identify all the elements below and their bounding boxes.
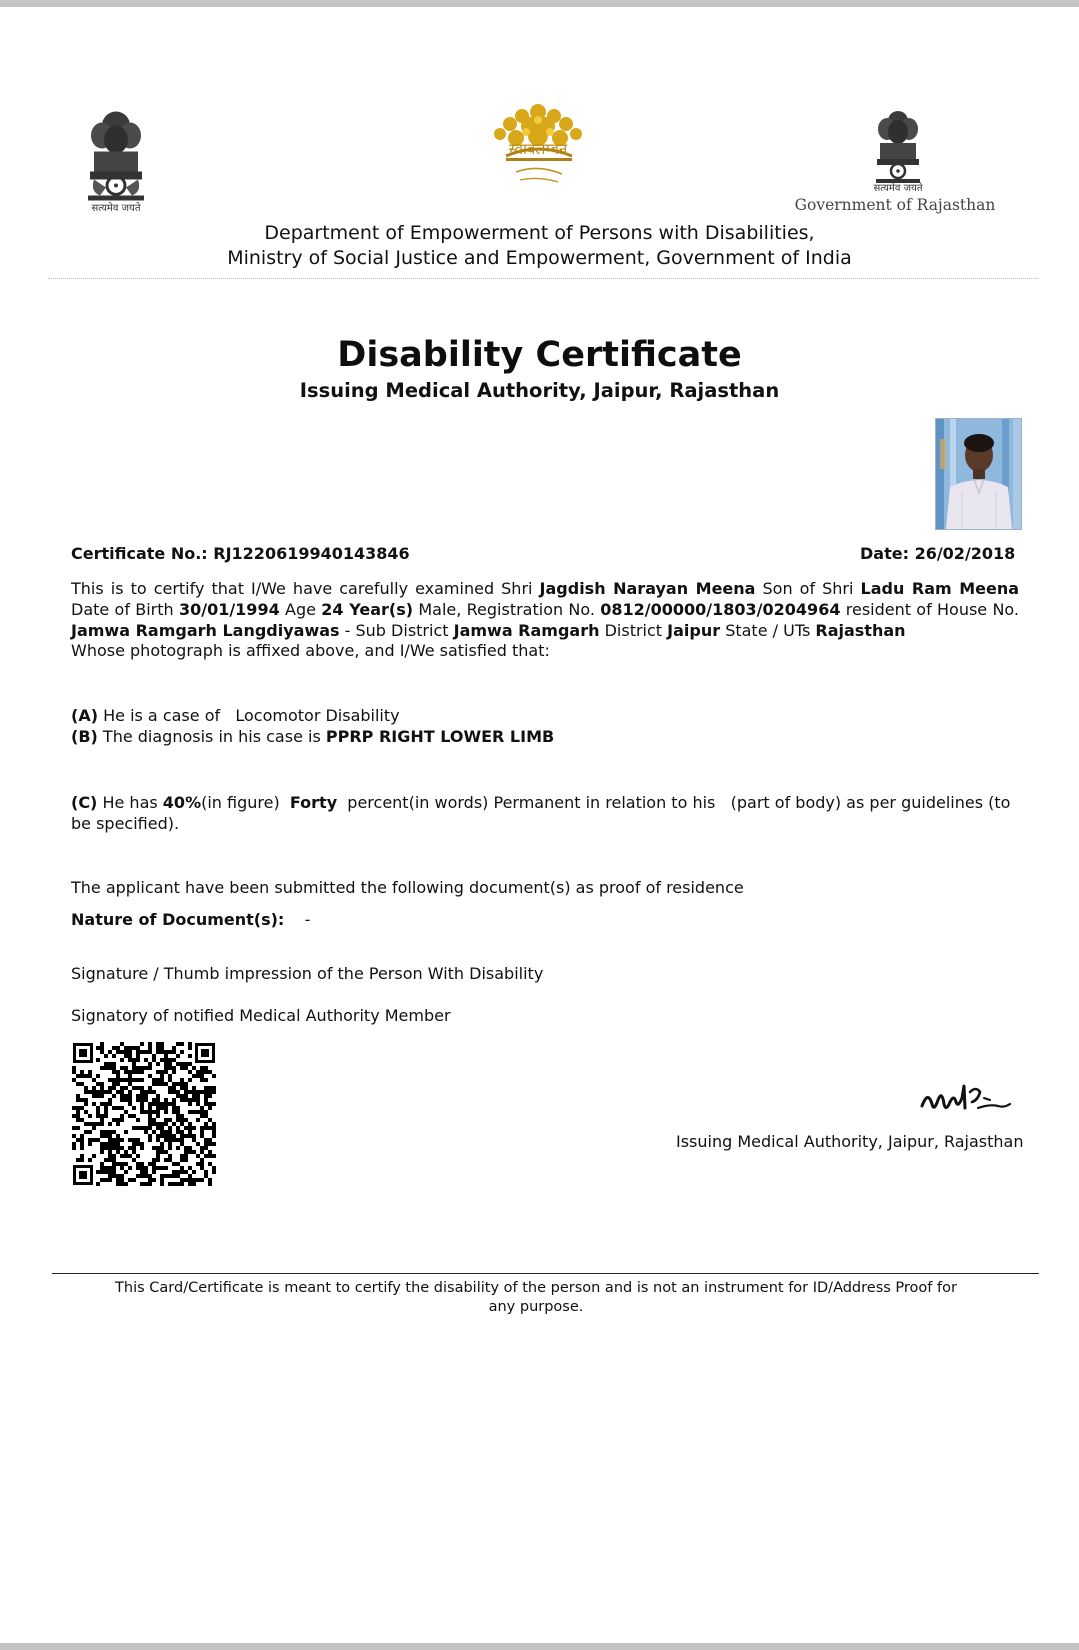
applicant-photo [935,418,1022,530]
state-label: State / UTs [720,621,816,640]
department-line-1: Department of Empowerment of Persons with Disabilities, [264,222,815,244]
finding-b-text: The diagnosis in his case is [97,727,326,746]
proof-of-residence-line: The applicant have been submitted the following document(s) as proof of residence [71,878,744,897]
finding-b [71,727,554,746]
finding-c [71,792,1019,834]
son-of-label: Son of Shri [755,579,861,598]
finding-a-text: He is a case of Locomotor Disability [98,706,400,725]
certificate-number: RJ1220619940143846 [213,544,410,563]
disability-percent-figure: 40% [162,793,202,812]
left-emblem-caption: सत्यमेव जयते [91,203,141,214]
district-label: District [599,621,668,640]
department-line-2: Ministry of Social Justice and Empowerment, Government of India [227,247,852,269]
state: Rajasthan [815,621,906,640]
nature-of-document-row [71,910,310,929]
certificate-date-row [860,544,1015,563]
authority-signature [918,1078,1014,1122]
age-value: 24 Year(s) [321,600,414,619]
finding-c-post: percent(in words) Permanent in relation to his (part of body) as per guidelines (to be specified). [71,793,1016,833]
qr-code [71,1041,217,1187]
footer-divider [52,1273,1039,1274]
district: Jaipur [667,621,721,640]
photo-satisfied-line: Whose photograph is affixed above, and I/We satisfied that: [71,641,550,660]
date-of-birth: 30/01/1994 [178,600,280,619]
certify-intro-text: This is to certify that I/We have carefully examined Shri [71,579,540,598]
certificate-subtitle: Issuing Medical Authority, Jaipur, Rajasthan [299,379,780,402]
footer-disclaimer: This Card/Certificate is meant to certify the disability of the person and is not an instrument for ID/Address Proof for any purpose. [115,1280,957,1315]
certificate-number-row [71,544,410,563]
dob-label: Date of Birth [71,600,179,619]
right-emblem-caption: सत्यमेव जयते [873,183,923,194]
diagnosis: PPRP RIGHT LOWER LIMB [325,727,555,746]
finding-a-marker: (A) [71,706,99,725]
certificate-date: 26/02/2018 [914,544,1016,563]
issuing-authority-label: Issuing Medical Authority, Jaipur, Rajasthan [676,1132,1024,1151]
finding-c-pre: He has [97,793,163,812]
national-emblem-right [868,102,928,192]
top-page-edge [0,0,1079,7]
sub-district: Jamwa Ramgarh [453,621,600,640]
swavlamban-logo-text: स्वावलम्बन [508,140,568,158]
finding-c-marker: (C) [71,793,98,812]
certification-paragraph [71,578,1019,641]
certificate-date-label: Date: [860,544,909,563]
finding-b-marker: (B) [71,727,98,746]
certificate-title: Disability Certificate [337,335,742,375]
age-label: Age [279,600,322,619]
registration-number: 0812/00000/1803/0204964 [600,600,841,619]
national-emblem-left [80,100,152,215]
father-name: Ladu Ram Meena [860,579,1020,598]
bottom-page-edge [0,1643,1079,1650]
house-label: resident of House No. [840,600,1019,619]
nature-of-document-label: Nature of Document(s): [71,910,285,929]
finding-a [71,706,400,725]
signatory-label: Signatory of notified Medical Authority Member [71,1006,451,1025]
house-address: Jamwa Ramgarh Langdiyawas [71,621,340,640]
header-divider [48,278,1038,279]
state-government-label: Government of Rajasthan [794,196,996,214]
person-signature-label: Signature / Thumb impression of the Person With Disability [71,964,544,983]
disability-percent-words: Forty [289,793,338,812]
finding-c-mid: (in figure) [201,793,290,812]
sub-district-label: - Sub District [339,621,454,640]
applicant-name: Jagdish Narayan Meena [539,579,756,598]
nature-of-document-value: - [304,910,311,929]
swavlamban-logo [486,98,590,190]
certificate-number-label: Certificate No.: [71,544,208,563]
gender-registration-label: Male, Registration No. [413,600,601,619]
